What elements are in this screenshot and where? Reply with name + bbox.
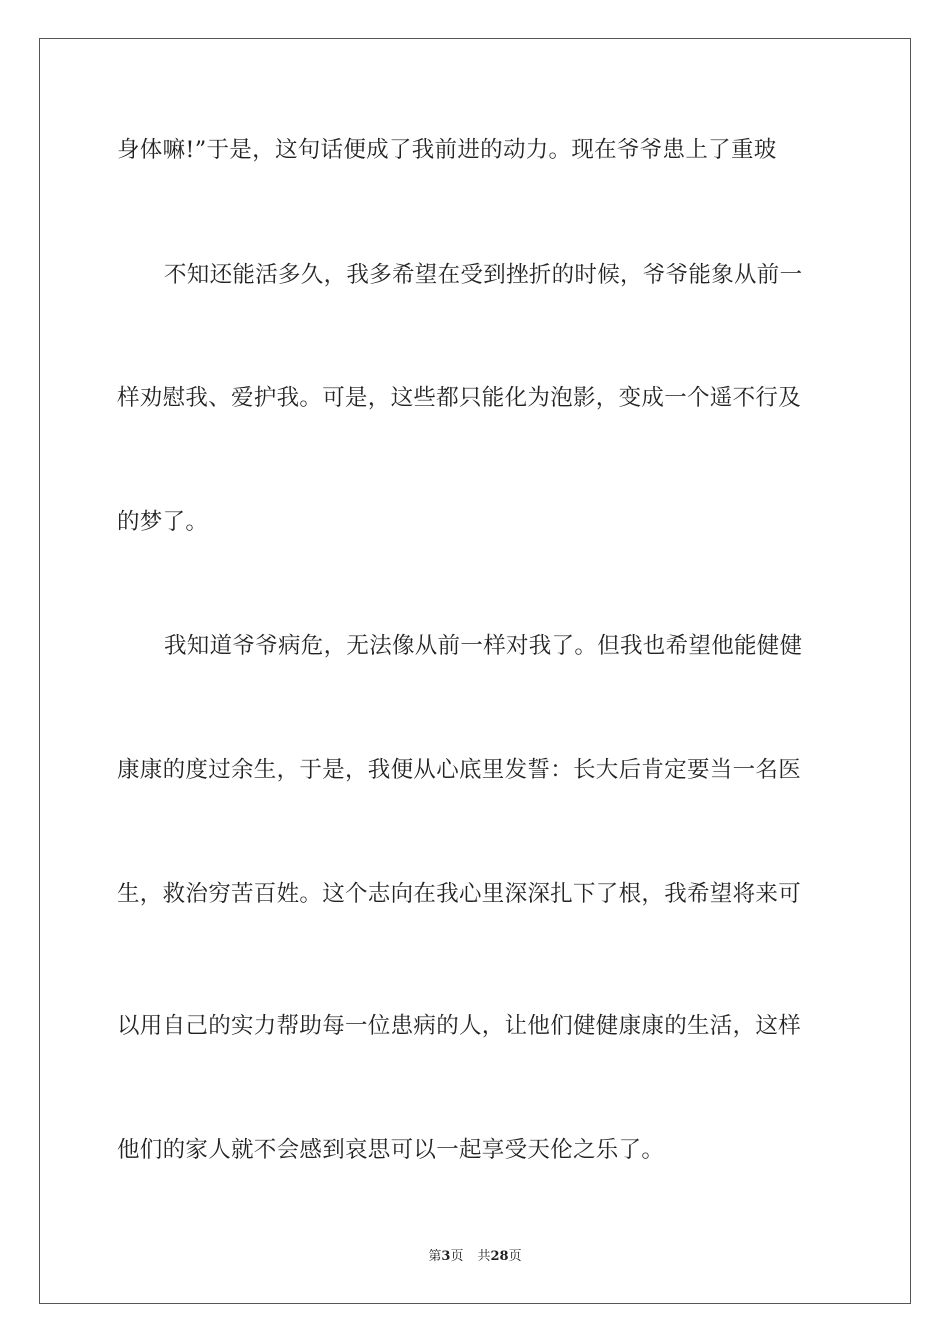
text-line-3: 样劝慰我、爱护我。可是，这些都只能化为泡影，变成一个遥不行及 [117, 385, 802, 411]
text-line-6: 康康的度过余生，于是，我便从心底里发誓：长大后肯定要当一名医 [117, 757, 802, 783]
total-pages: 28 [490, 1249, 509, 1264]
text-line-4: 的梦了。 [117, 509, 209, 535]
page-suffix: 页 [450, 1249, 464, 1264]
text-line-9: 他们的家人就不会感到哀思可以一起享受天伦之乐了。 [117, 1137, 665, 1163]
text-line-2: 不知还能活多久，我多希望在受到挫折的时候，爷爷能象从前一 [164, 262, 803, 288]
text-line-8: 以用自己的实力帮助每一位患病的人，让他们健健康康的生活，这样 [117, 1013, 802, 1039]
page-border [39, 38, 911, 1304]
text-line-5: 我知道爷爷病危，无法像从前一样对我了。但我也希望他能健健 [164, 633, 803, 659]
total-suffix: 页 [508, 1249, 522, 1264]
page-footer [0, 1249, 950, 1265]
text-line-1: 身体嘛!”于是，这句话便成了我前进的动力。现在爷爷患上了重玻 [117, 137, 777, 163]
page-prefix: 第 [428, 1249, 442, 1264]
page-number: 3 [441, 1249, 451, 1264]
total-prefix: 共 [477, 1249, 491, 1264]
text-line-7: 生，救治穷苦百姓。这个志向在我心里深深扎下了根，我希望将来可 [117, 881, 802, 907]
